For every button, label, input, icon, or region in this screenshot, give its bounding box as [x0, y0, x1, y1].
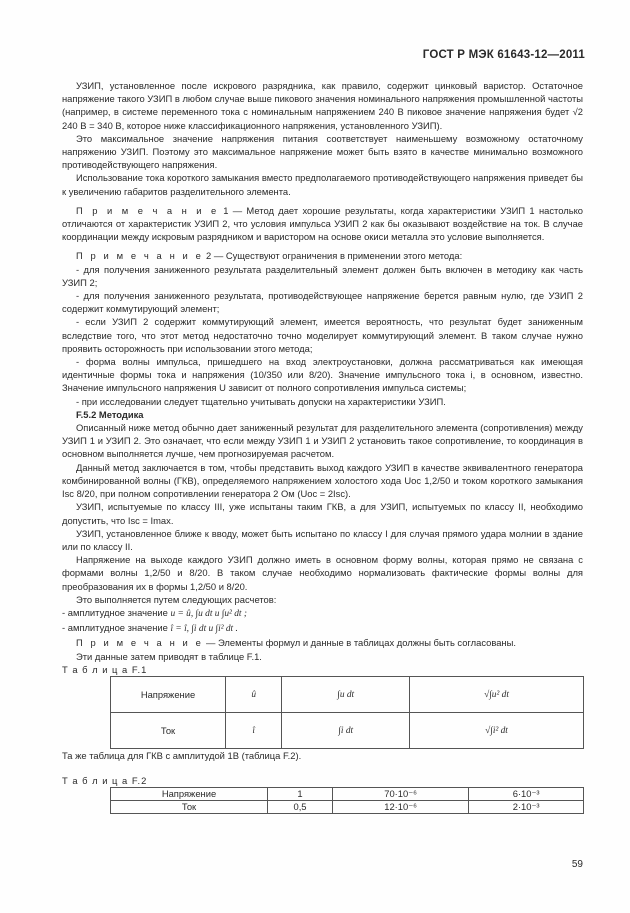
table-cell: ∫i dt [282, 712, 410, 748]
table-row [111, 788, 584, 801]
formula-voltage-math: u = û, ∫u dt и ∫u² dt ; [170, 608, 247, 619]
paragraph-3: Использование тока короткого замыкания вместо предполагаемого противодействующего напряжения приведет бы к увеличению габаритов разделительного элемента. [62, 172, 583, 197]
formula-current-math: î = î, ∫i dt и ∫i² dt . [170, 624, 238, 635]
note-1-label: П р и м е ч а н и е [76, 204, 219, 216]
table-cell: 70·10⁻⁶ [333, 788, 469, 801]
table-row [111, 712, 584, 748]
table-cell: √∫u² dt [410, 676, 584, 712]
table-cell: î [226, 712, 282, 748]
table-cell: Ток [111, 712, 226, 748]
note-2-item: - форма волны импульса, пришедшего на вход электроустановки, должна рассматриваться как имеющая идентичные формы тока и напряжения (10/350 или 8/20). Значение импульсного тока i, в основном, известно. Значение импульсного напряжения U зависит от полного сопротивления импульса системы; [62, 356, 583, 394]
table-row [111, 801, 584, 814]
note-3-label: П р и м е ч а н и е [76, 637, 204, 649]
paragraph-5: Данный метод заключается в том, чтобы представить выход каждого УЗИП в качестве эквивалентного генератора комбинированной волны (ГКВ), определяемого напряжением холостого хода Uoc 1,2/50 и током короткого замыкания Isc 8/20, при полном сопротивлении генератора 2 Ом (Uoc = 2Isc). [62, 461, 583, 500]
note-3-text: — Элементы формул и данные в таблицах должны быть согласованы. [206, 637, 516, 649]
table-cell: Напряжение [111, 788, 268, 801]
table-cell: 2·10⁻³ [469, 801, 584, 814]
table-1-caption: Т а б л и ц а F.1 [62, 663, 148, 675]
paragraph-6: УЗИП, испытуемые по классу III, уже испытаны таким ГКВ, а для УЗИП, испытуемых по классу II, необходимо допустить, что Isc = Imax. [62, 501, 583, 526]
standard-header: ГОСТ Р МЭК 61643-12—2011 [422, 49, 585, 61]
note-2-item: - для получения заниженного результата разделительный элемент должен быть включен в методику как часть УЗИП 2; [62, 263, 583, 288]
formula-voltage-label: - амплитудное значение [62, 606, 168, 618]
table-2 [110, 787, 584, 814]
paragraph-4: Описанный ниже метод обычно дает заниженный результат для разделительного элемента (сопротивления) между УЗИП 1 и УЗИП 2. Это означает, что если между УЗИП 1 и УЗИП 2 установить такое сопротивление, то координация в основном выполняется лучше, чем прогнозируемая расчетом. [62, 422, 583, 460]
paragraph-10: Эти данные затем приводят в таблице F.1. [76, 650, 262, 662]
table-cell: Напряжение [111, 676, 226, 712]
note-2-item: - для получения заниженного результата, противодействующее напряжение берется равным нулю, где УЗИП 2 содержит коммутирующий элемент; [62, 290, 583, 315]
section-heading: F.5.2 Методика [76, 408, 144, 420]
formula-voltage [62, 606, 583, 621]
table-cell: 6·10⁻³ [469, 788, 584, 801]
page-body [62, 79, 583, 814]
page-number: 59 [571, 859, 583, 870]
note-2-item: - при исследовании следует тщательно учитывать допуски на характеристики УЗИП. [76, 395, 446, 407]
paragraph-7: УЗИП, установленное ближе к вводу, может быть испытано по классу I для случая прямого удара молнии в здание или по классу II. [62, 527, 583, 552]
table-cell: ∫u dt [282, 676, 410, 712]
formula-current [62, 621, 583, 636]
paragraph-11: Та же таблица для ГКВ с амплитудой 1В (таблица F.2). [62, 749, 302, 761]
table-1 [110, 676, 584, 749]
paragraph-8: Напряжение на выходе каждого УЗИП должно иметь в основном форму волны, которая прямо не связана с формами волны 1,2/50 и 8/20. В таком случае необходимо нормализовать фактические формы волны для преобразования их в формы 1,2/50 и 8/20. [62, 554, 583, 592]
paragraph-1: УЗИП, установленное после искрового разрядника, как правило, содержит цинковый варистор. Остаточное напряжение такого УЗИП в любом случае выше пикового значения номинального напряжения промышленной частоты (например, в системе переменного тока с номинальным напряжением 240 В пиковое значение напряжения будет √2 240 В = 340 В, которое ниже классификационного напряжения, установленного УЗИП). [62, 80, 583, 131]
paragraph-2: Это максимальное значение напряжения питания соответствует наименьшему возможному остаточному напряжению УЗИП. Поэтому это максимальное напряжение может быть взято в качестве минимально возможного противодействующего напряжения. [62, 132, 583, 171]
table-2-caption: Т а б л и ц а F.2 [62, 775, 148, 787]
table-cell: √∫i² dt [410, 712, 584, 748]
table-cell: 12·10⁻⁶ [333, 801, 469, 814]
note-3 [62, 636, 583, 649]
table-row [111, 676, 584, 712]
table-cell: 1 [268, 788, 333, 801]
paragraph-9: Это выполняется путем следующих расчетов: [76, 593, 277, 605]
table-cell: û [226, 676, 282, 712]
note-2 [62, 249, 583, 262]
table-cell: 0,5 [268, 801, 333, 814]
note-1 [62, 204, 583, 244]
note-2-label: П р и м е ч а н и е [76, 250, 204, 262]
table-cell: Ток [111, 801, 268, 814]
note-1-text: 1 — Метод дает хорошие результаты, когда характеристики УЗИП 1 настолько отличаются от характеристик УЗИП 2, что условия импульса УЗИП 2 как бы оказывают воздействие на ток. В случае координации между искровым разрядником и варистором на основе окиси металла это условие выполняется. [62, 204, 584, 243]
note-2-item: - если УЗИП 2 содержит коммутирующий элемент, имеется вероятность, что результат будет заниженным вследствие того, что этот метод недостаточно точно моделирует коммутирующий элемент. В таком случае нужно проявить осторожность при использовании этого метода; [62, 316, 583, 354]
note-2-text: 2 — Существуют ограничения в применении этого метода: [206, 250, 463, 262]
formula-current-label: - амплитудное значение [62, 622, 168, 634]
